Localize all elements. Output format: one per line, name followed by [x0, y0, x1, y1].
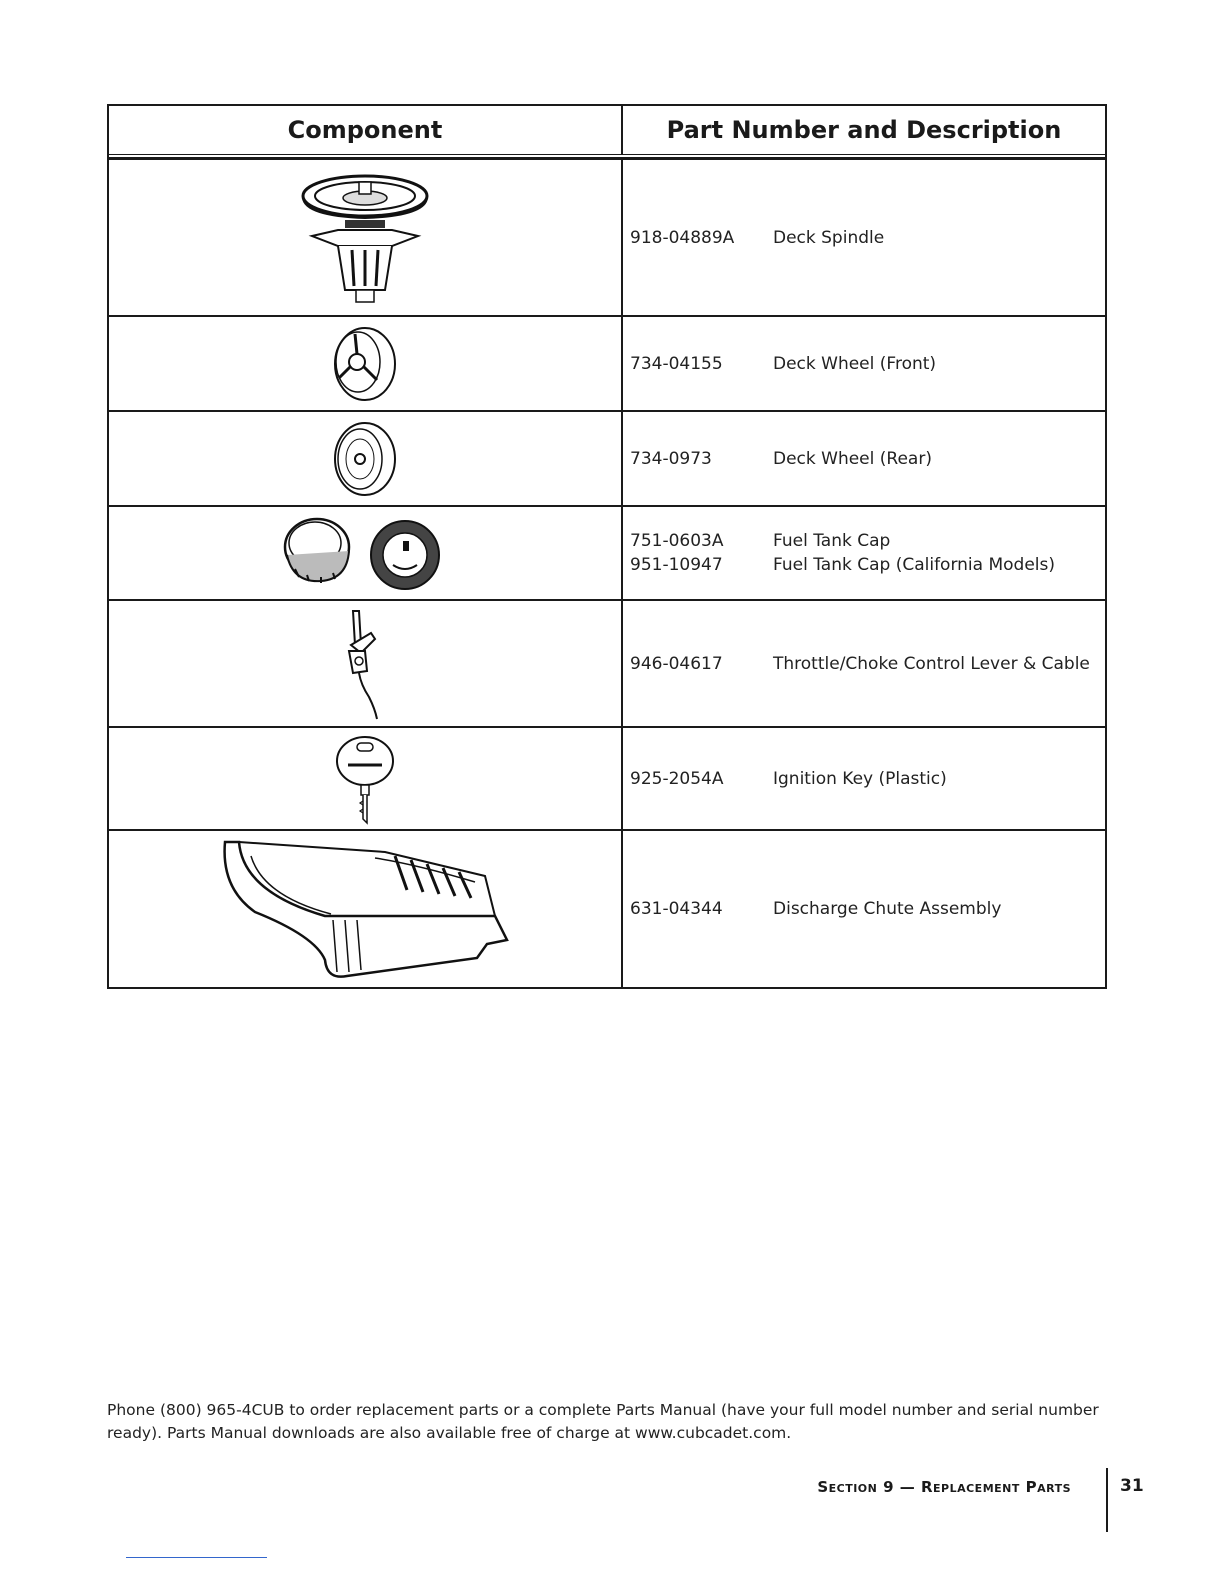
- throttle-lever-icon: [335, 605, 395, 723]
- part-description: Discharge Chute Assembly: [773, 899, 1002, 919]
- parts-table: [107, 104, 1107, 989]
- part-number: 925-2054A: [630, 768, 724, 789]
- part-description: Deck Spindle: [773, 227, 885, 248]
- part-description: Deck Wheel (Front): [773, 353, 937, 374]
- part-number: 734-0973: [630, 448, 712, 469]
- section-label: Section 9 — Replacement Parts: [817, 1478, 1071, 1496]
- bottom-rule: [126, 1557, 267, 1558]
- table-row: [109, 315, 1105, 410]
- part-line: [630, 767, 1105, 791]
- table-row: [109, 410, 1105, 505]
- part-description: Fuel Tank Cap (California Models): [773, 555, 1055, 575]
- part-line: [630, 652, 1105, 676]
- part-line: [630, 352, 1105, 376]
- part-description: Deck Wheel (Rear): [773, 448, 932, 469]
- part-number: 631-04344: [630, 899, 723, 919]
- part-number: 946-04617: [630, 653, 723, 674]
- fuel-tank-cap-icon: [275, 511, 455, 595]
- ordering-note: Phone (800) 965-4CUB to order replacement parts or a complete Parts Manual (have your full model number and serial number ready). Parts Manual downloads are also available free of charge at www.cubcadet.com.: [107, 1401, 1099, 1442]
- table-row: [109, 829, 1105, 987]
- part-number: 751-0603A: [630, 531, 724, 551]
- deck-wheel-front-icon: [325, 322, 405, 406]
- part-description: Fuel Tank Cap: [773, 531, 891, 551]
- part-column-header: Part Number and Description: [666, 116, 1062, 144]
- part-number: 918-04889A: [630, 227, 735, 248]
- table-row: [109, 726, 1105, 829]
- table-row: [109, 505, 1105, 599]
- deck-wheel-rear-icon: [325, 417, 405, 501]
- ignition-key-icon: [330, 731, 400, 827]
- part-line: [630, 447, 1105, 471]
- deck-spindle-icon: [290, 168, 440, 308]
- part-line: [630, 226, 1105, 250]
- table-header: [109, 106, 1105, 158]
- part-line: [630, 553, 1105, 577]
- part-line: [630, 529, 1105, 553]
- table-row: [109, 158, 1105, 315]
- discharge-chute-icon: [215, 836, 515, 982]
- page-divider: [1106, 1468, 1108, 1532]
- table-row: [109, 599, 1105, 726]
- part-description: Ignition Key (Plastic): [773, 768, 947, 789]
- component-column-header: Component: [109, 106, 623, 154]
- part-line: [630, 897, 1105, 921]
- part-number: 951-10947: [630, 555, 723, 575]
- page-number: 31: [1120, 1476, 1144, 1496]
- part-description: Throttle/Choke Control Lever & Cable: [773, 653, 1090, 674]
- part-number: 734-04155: [630, 353, 723, 374]
